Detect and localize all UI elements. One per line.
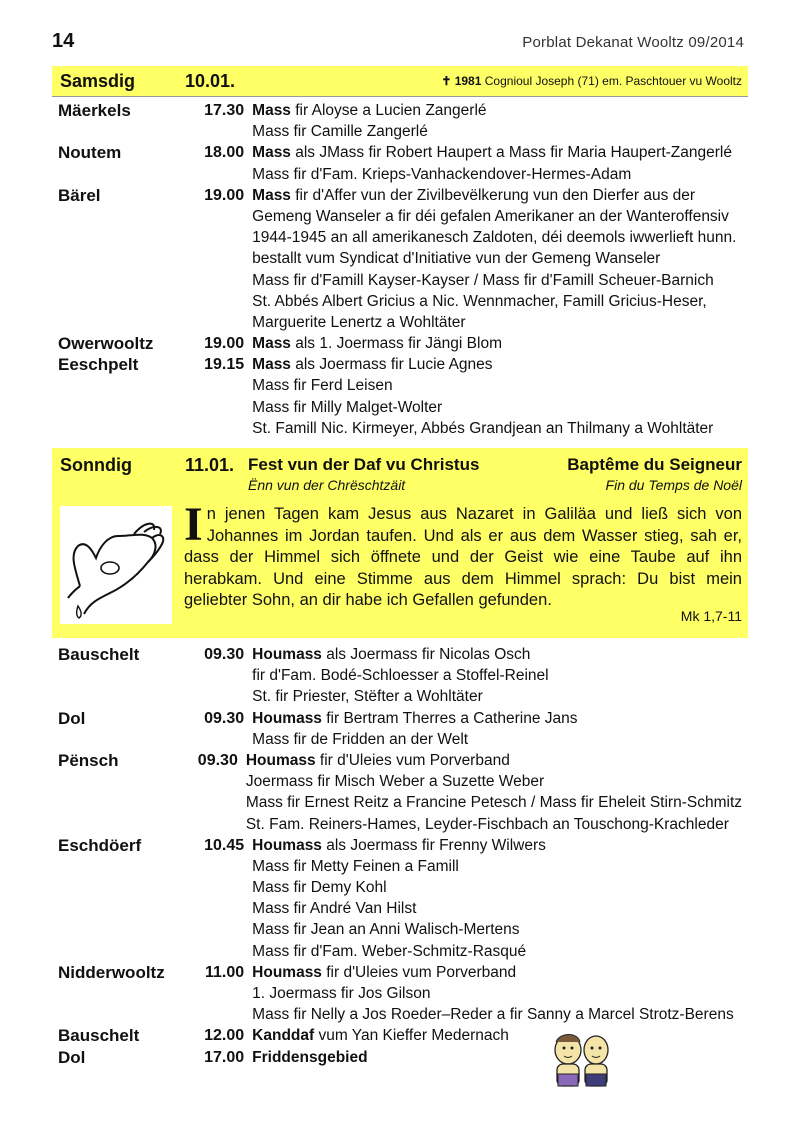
- intention-text: Marguerite Lenertz a Wohltäter: [252, 313, 466, 331]
- service-type: Houmass: [245, 751, 316, 769]
- schedule-entry: [58, 142, 748, 184]
- intention-text: Mass fir André Van Hilst: [252, 900, 417, 918]
- intention-line: [246, 814, 742, 835]
- intention-line: [246, 792, 742, 813]
- sunday-header: [52, 448, 748, 638]
- entry-intentions: [252, 142, 742, 184]
- hand-water-icon: [60, 506, 172, 624]
- entry-intentions: [252, 1047, 742, 1068]
- intention-line: [252, 375, 742, 396]
- day-name: Samsdig: [60, 71, 136, 91]
- intention-line: [252, 354, 742, 375]
- entry-location: Dol: [58, 1047, 86, 1067]
- intention-text: bestallt vum Syndicat d'Initiative vun der Gemeng Wanseler: [252, 250, 661, 268]
- intention-line: [252, 185, 742, 206]
- entry-time: 12.00: [204, 1027, 245, 1045]
- schedule-entry: [58, 835, 748, 962]
- entry-time: 11.00: [205, 963, 245, 981]
- intention-line: [252, 941, 742, 962]
- entry-location: Bauschelt: [58, 645, 140, 664]
- intention-line: [252, 877, 742, 898]
- memorial-note: [441, 74, 742, 88]
- intention-text: St. Abbés Albert Gricius a Nic. Wennmacher, Famill Gricius-Heser,: [252, 292, 707, 310]
- baptism-hand-illustration: [60, 506, 172, 624]
- entry-intentions: [252, 962, 742, 1026]
- feast-title: Fest vun der Daf vu Christus: [248, 455, 480, 474]
- intention-line: [246, 750, 742, 771]
- entry-intentions: [252, 100, 742, 142]
- intention-line: [252, 962, 742, 983]
- saturday-header: [52, 66, 748, 97]
- intention-line: [252, 291, 742, 312]
- intention-text: fir Aloyse a Lucien Zangerlé: [290, 102, 487, 119]
- schedule-entry: [58, 750, 748, 835]
- intention-line: [252, 270, 742, 291]
- entry-intentions: [252, 354, 742, 439]
- intention-line: [252, 898, 742, 919]
- entry-time: 10.45: [204, 836, 245, 854]
- intention-text: St. Fam. Reiners-Hames, Leyder-Fischbach an Touschong-Krachleder: [245, 815, 729, 833]
- intention-text: als JMass fir Robert Haupert a Mass fir Maria Haupert-Zangerlé: [290, 144, 732, 162]
- intention-text: fir d'Uleies vum Porverband: [321, 963, 517, 981]
- intention-line: [252, 164, 742, 185]
- entry-time: 18.00: [204, 144, 245, 162]
- intention-text: Mass fir de Fridden an der Welt: [252, 730, 469, 748]
- intention-line: [252, 312, 742, 333]
- intention-text: Mass fir d'Fam. Weber-Schmitz-Rasqué: [252, 942, 527, 960]
- intention-text: Mass fir Camille Zangerlé: [252, 123, 428, 141]
- service-type: Mass: [252, 186, 291, 204]
- intention-line: [252, 1025, 742, 1046]
- intention-line: [252, 121, 742, 142]
- day-date: 10.01.: [185, 71, 236, 91]
- intention-text: Mass fir d'Fam. Krieps-Vanhackendover-Hermes-Adam: [252, 165, 632, 183]
- intention-text: Mass fir Ferd Leisen: [252, 377, 393, 395]
- intention-text: Mass fir Metty Feinen a Famill: [252, 857, 459, 875]
- intention-line: [252, 835, 742, 856]
- intention-line: [252, 248, 742, 269]
- service-type: Mass: [252, 356, 291, 374]
- gospel-quote: [184, 498, 742, 612]
- service-type: Friddensgebied: [252, 1048, 368, 1066]
- entry-time: 19.00: [204, 335, 245, 353]
- intention-line: [252, 665, 742, 686]
- entry-location: Mäerkels: [58, 101, 131, 120]
- service-type: Mass: [252, 144, 291, 162]
- schedule-entry: [58, 962, 748, 1026]
- entry-location: Pënsch: [58, 750, 119, 770]
- intention-line: [252, 856, 742, 877]
- schedule-entry: [58, 1047, 748, 1068]
- intention-line: [246, 771, 742, 792]
- intention-text: St. Famill Nic. Kirmeyer, Abbés Grandjean an Thilmany a Wohltäter: [252, 419, 714, 437]
- intention-text: 1944-1945 an all amerikanesch Zaldoten, déi deemols iwwerlieft hunn.: [252, 229, 737, 247]
- page-header: [52, 30, 748, 58]
- intention-text: Mass fir Demy Kohl: [252, 879, 387, 897]
- entry-intentions: [246, 750, 742, 835]
- memorial-text: Cognioul Joseph (71) em. Paschtouer vu Wooltz: [484, 74, 742, 88]
- intention-line: [252, 227, 742, 248]
- intention-text: als Joermass fir Nicolas Osch: [321, 646, 531, 663]
- intention-text: als 1. Joermass fir Jängi Blom: [290, 335, 502, 353]
- entry-intentions: [252, 333, 742, 354]
- feast-title-french: Baptême du Seigneur: [567, 455, 742, 474]
- schedule-entry: [58, 708, 748, 750]
- entry-time: 17.00: [204, 1048, 245, 1066]
- day-date: 11.01.: [185, 455, 235, 475]
- schedule-entry: [58, 333, 748, 354]
- intention-line: [252, 142, 742, 163]
- entry-time: 09.30: [204, 646, 245, 663]
- intention-line: [252, 708, 742, 729]
- intention-text: fir d'Uleies vum Porverband: [315, 751, 510, 769]
- intention-line: [252, 919, 742, 940]
- memorial-year: ✝ 1981: [441, 74, 482, 88]
- children-illustration: [548, 1030, 618, 1092]
- entry-location: Noutem: [58, 143, 122, 163]
- entry-time: 17.30: [204, 102, 245, 119]
- intention-text: Joermass fir Misch Weber a Suzette Weber: [245, 773, 545, 791]
- entry-time: 09.30: [204, 709, 245, 727]
- intention-text: fir d'Affer vun der Zivilbevëlkerung vun den Dierfer aus der: [290, 186, 696, 204]
- intention-line: [252, 418, 742, 439]
- saturday-schedule: [58, 100, 748, 439]
- day-name: Sonndig: [60, 455, 132, 475]
- liturgical-season: Ënn vun der Chrëschtzäit: [248, 477, 406, 493]
- intention-line: [252, 644, 742, 665]
- entry-location: Bärel: [58, 185, 101, 205]
- entry-intentions: [252, 1025, 742, 1046]
- publication-title: Porblat Dekanat Wooltz 09/2014: [522, 34, 744, 51]
- intention-line: [252, 686, 742, 707]
- intention-text: fir Bertram Therres a Catherine Jans: [321, 709, 578, 727]
- intention-text: Mass fir Jean an Anni Walisch-Mertens: [252, 921, 520, 939]
- service-type: Houmass: [252, 646, 322, 663]
- schedule-entry: [58, 644, 748, 708]
- service-type: Houmass: [252, 836, 322, 854]
- schedule-entry: [58, 354, 748, 439]
- intention-line: [252, 729, 742, 750]
- intention-text: vum Yan Kieffer Medernach: [314, 1027, 509, 1045]
- entry-location: Bauschelt: [58, 1026, 140, 1046]
- entry-location: Eeschpelt: [58, 355, 139, 375]
- intention-text: als Joermass fir Frenny Wilwers: [321, 836, 546, 854]
- intention-text: Mass fir Nelly a Jos Roeder–Reder a fir Sanny a Marcel Strotz-Berens: [252, 1006, 734, 1024]
- service-type: Mass: [252, 335, 291, 353]
- intention-line: [252, 1047, 742, 1068]
- entry-location: Owerwooltz: [58, 334, 154, 354]
- entry-time: 19.00: [204, 186, 245, 204]
- intention-text: St. fir Priester, Stëfter a Wohltäter: [252, 688, 483, 706]
- intention-line: [252, 100, 742, 121]
- entry-intentions: [252, 644, 742, 708]
- gospel-reference: Mk 1,7-11: [680, 608, 742, 624]
- entry-location: Dol: [58, 708, 86, 728]
- intention-text: 1. Joermass fir Jos Gilson: [252, 985, 431, 1002]
- intention-line: [252, 983, 742, 1004]
- intention-text: fir d'Fam. Bodé-Schloesser a Stoffel-Reinel: [252, 667, 549, 685]
- intention-line: [252, 206, 742, 227]
- entry-location: Eschdöerf: [58, 835, 142, 855]
- intention-line: [252, 397, 742, 418]
- entry-location: Nidderwooltz: [58, 962, 165, 982]
- intention-line: [252, 333, 742, 354]
- intention-text: Mass fir Milly Malget-Wolter: [252, 398, 443, 416]
- service-type: Kanddaf: [252, 1027, 315, 1045]
- intention-text: Gemeng Wanseler a fir déi gefalen Amerikaner an der Wanteroffensiv: [252, 207, 729, 225]
- schedule-entry: [58, 1025, 748, 1046]
- liturgical-season-french: Fin du Temps de Noël: [605, 477, 742, 493]
- gospel-text: n jenen Tagen kam Jesus aus Nazaret in Galiläa und ließ sich von Johannes im Jordan taufen. Und als er aus dem Wasser stieg, sah er, dass der Himmel sich öffnete und der Geist wie eine Taube auf ihn herabkam. Und eine Stimme aus dem Himmel sprach: Du bist mein geliebter Sohn, an dir habe ich Gefallen gefunden.: [184, 505, 742, 609]
- intention-text: Mass fir Ernest Reitz a Francine Petesch / Mass fir Eheleit Stirn-Schmitz: [245, 794, 742, 812]
- entry-intentions: [252, 835, 742, 962]
- sunday-schedule: [58, 644, 748, 1068]
- schedule-entry: [58, 185, 748, 333]
- service-type: Mass: [252, 102, 291, 119]
- entry-intentions: [252, 708, 742, 750]
- service-type: Houmass: [252, 709, 322, 727]
- service-type: Houmass: [252, 963, 322, 981]
- page-number: 14: [52, 30, 75, 52]
- entry-time: 09.30: [197, 751, 238, 769]
- entry-time: 19.15: [204, 356, 245, 374]
- intention-text: Mass fir d'Famill Kayser-Kayser / Mass fir d'Famill Scheuer-Barnich: [252, 271, 714, 289]
- entry-intentions: [252, 185, 742, 333]
- schedule-entry: [58, 100, 748, 142]
- intention-text: als Joermass fir Lucie Agnes: [290, 356, 493, 374]
- intention-line: [252, 1004, 742, 1025]
- gospel-drop-cap: I: [184, 498, 203, 551]
